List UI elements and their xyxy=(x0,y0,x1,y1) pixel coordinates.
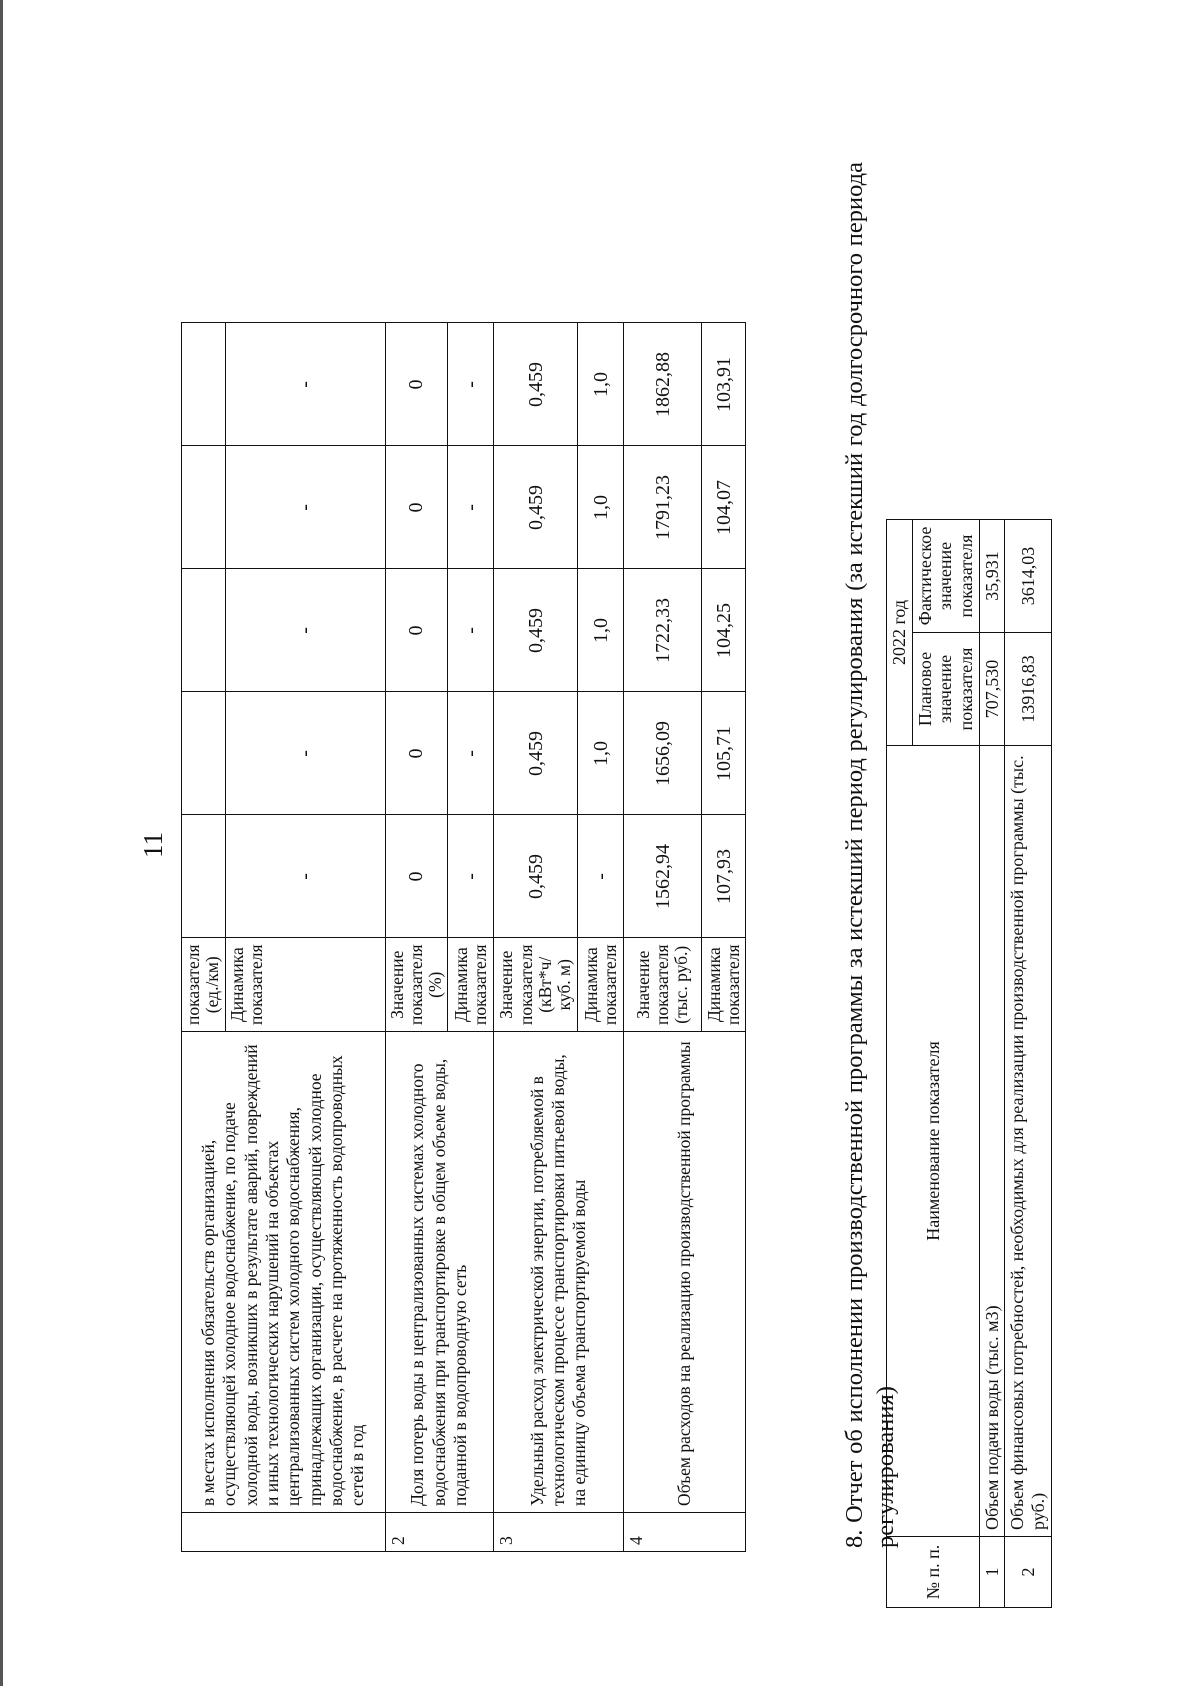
value-cell: 1862,88 xyxy=(624,323,702,446)
indicator-type: Значение показателя (%) xyxy=(385,938,448,1032)
table-row xyxy=(494,323,578,1552)
value-cell xyxy=(182,323,226,446)
value-cell: 1562,94 xyxy=(624,815,702,938)
table-row xyxy=(1005,520,1051,1608)
value-cell: 1722,33 xyxy=(624,569,702,692)
indicator-name: Объем расходов на реализацию производственной программы xyxy=(624,1032,746,1513)
value-cell: 104,25 xyxy=(702,569,746,692)
value-cell: - xyxy=(448,446,494,569)
value-cell: 0,459 xyxy=(494,446,578,569)
value-cell xyxy=(182,815,226,938)
indicator-name: в местах исполнения обязательств организацией, осуществляющей холодное водоснабжение, по подаче холодной воды, возникших в результате аварий, повреждений и иных технологических нарушений на объектах централизованных систем холодного водоснабжения, принадлежащих организации, осуществляющей холодное водоснабжение, в расчете на протяженность водопроводных сетей в год xyxy=(182,1032,386,1513)
indicator-name: Удельный расход электрической энергии, потребляемой в технологическом процессе транспортировки питьевой воды, на единицу объема транспортируемой воды xyxy=(494,1032,624,1513)
value-cell: 0 xyxy=(385,569,448,692)
value-cell: 0 xyxy=(385,446,448,569)
value-cell: 107,93 xyxy=(702,815,746,938)
indicators-table xyxy=(181,322,746,1552)
page-number: 11 xyxy=(138,832,168,858)
section-8-heading: 8. Отчет об исполнении производственной программы за истекший период регулирования (за истекший год долгосрочного периода регулирования) xyxy=(841,162,899,1548)
row-number: 3 xyxy=(494,1513,624,1552)
column-header-name: Наименование показателя xyxy=(887,746,980,1537)
value-cell: 1791,23 xyxy=(624,446,702,569)
value-cell: - xyxy=(448,323,494,446)
value-cell: 0,459 xyxy=(494,815,578,938)
value-cell: - xyxy=(225,815,385,938)
value-cell: 0,459 xyxy=(494,569,578,692)
value-cell: - xyxy=(225,569,385,692)
row-number: 2 xyxy=(385,1513,494,1552)
table-row xyxy=(979,520,1005,1608)
value-cell: 0,459 xyxy=(494,323,578,446)
fact-value: 3614,03 xyxy=(1005,520,1051,633)
indicator-type: показателя (ед./км) xyxy=(182,938,226,1032)
table-header-row xyxy=(887,520,913,1608)
report-table xyxy=(886,519,1052,1608)
plan-value: 707,530 xyxy=(979,633,1005,746)
column-header-year: 2022 год xyxy=(887,520,913,746)
indicator-type: Динамика показателя xyxy=(448,938,494,1032)
value-cell: - xyxy=(225,446,385,569)
column-header-fact: Фактическое значение показателя xyxy=(912,520,979,633)
value-cell: 0 xyxy=(385,323,448,446)
table-row xyxy=(385,323,448,1552)
value-cell: 103,91 xyxy=(702,323,746,446)
value-cell: 105,71 xyxy=(702,692,746,815)
row-number: 2 xyxy=(1005,1537,1051,1608)
value-cell: 0 xyxy=(385,815,448,938)
value-cell: - xyxy=(448,692,494,815)
value-cell: - xyxy=(578,815,624,938)
column-header-number: № п. п. xyxy=(887,1537,980,1608)
indicator-name: Объем финансовых потребностей, необходимых для реализации производственной программы (тыс. руб.) xyxy=(1005,746,1051,1537)
value-cell: 104,07 xyxy=(702,446,746,569)
value-cell: 0,459 xyxy=(494,692,578,815)
value-cell: 1,0 xyxy=(578,323,624,446)
value-cell: - xyxy=(225,323,385,446)
value-cell: 1,0 xyxy=(578,569,624,692)
row-number xyxy=(182,1513,386,1552)
row-number: 4 xyxy=(624,1513,746,1552)
indicator-type: Значение показателя (тыс. руб.) xyxy=(624,938,702,1032)
table-row xyxy=(182,323,226,1552)
indicator-name: Объем подачи воды (тыс. м3) xyxy=(979,746,1005,1537)
table-row xyxy=(624,323,702,1552)
value-cell xyxy=(182,692,226,815)
value-cell xyxy=(182,446,226,569)
value-cell: - xyxy=(448,569,494,692)
indicator-type: Динамика показателя xyxy=(225,938,385,1032)
indicator-type: Значение показателя (кВт*ч/куб. м) xyxy=(494,938,578,1032)
value-cell: - xyxy=(448,815,494,938)
row-number: 1 xyxy=(979,1537,1005,1608)
indicator-type: Динамика показателя xyxy=(702,938,746,1032)
value-cell: 1656,09 xyxy=(624,692,702,815)
value-cell: 1,0 xyxy=(578,446,624,569)
column-header-plan: Плановое значение показателя xyxy=(912,633,979,746)
fact-value: 35,931 xyxy=(979,520,1005,633)
indicator-type: Динамика показателя xyxy=(578,938,624,1032)
value-cell xyxy=(182,569,226,692)
indicator-name: Доля потерь воды в централизованных системах холодного водоснабжения при транспортировке в общем объеме воды, поданной в водопроводную сеть xyxy=(385,1032,494,1513)
value-cell: 0 xyxy=(385,692,448,815)
value-cell: 1,0 xyxy=(578,692,624,815)
plan-value: 13916,83 xyxy=(1005,633,1051,746)
value-cell: - xyxy=(225,692,385,815)
